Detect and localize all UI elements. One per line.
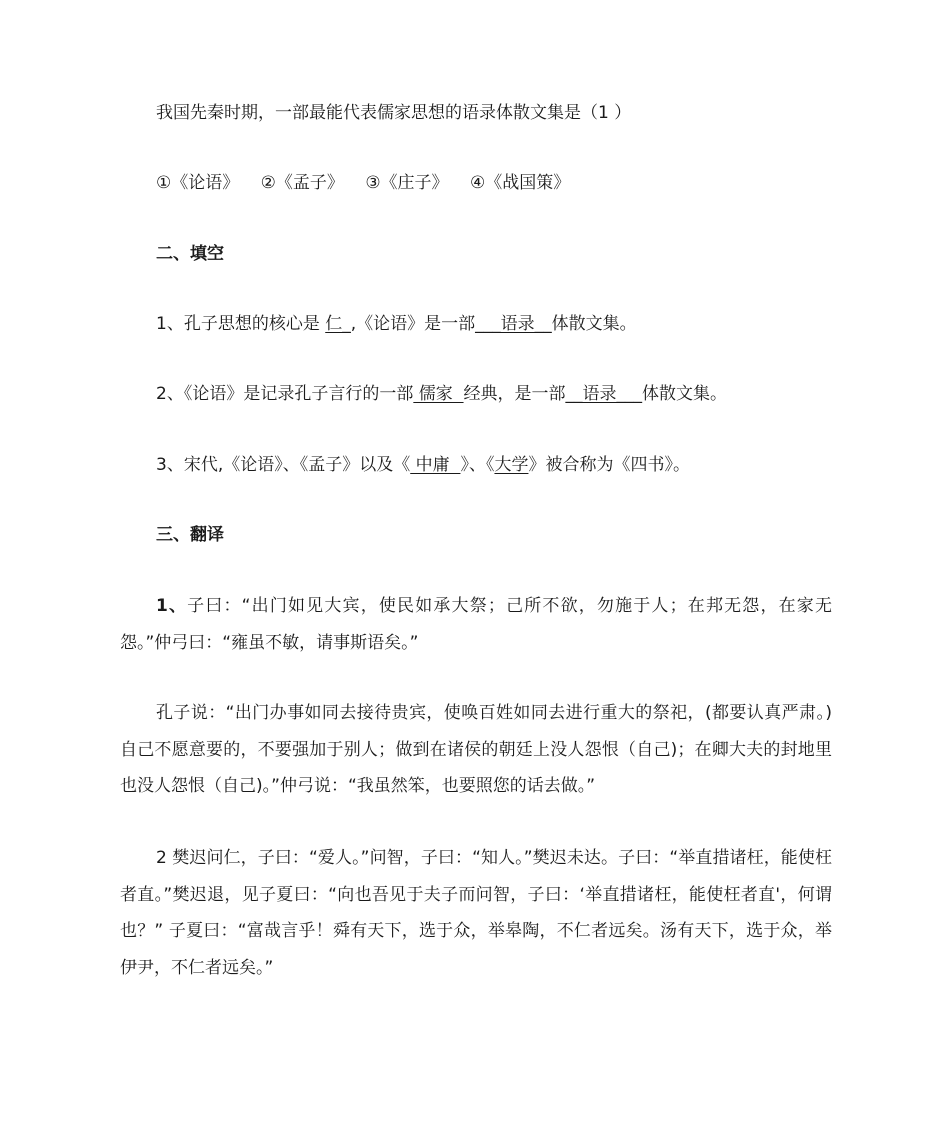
option-1: ①《论语》 — [156, 173, 240, 193]
section2-heading: 二、填空 — [156, 244, 224, 264]
fill-blank: __语录___ — [565, 384, 643, 404]
translation-source-2: 2 樊迟问仁，子曰：“爱人。”问智，子曰：“知人。”樊迟未达。子曰：“举直措诸枉，能使枉者直。”樊迟退，见子夏曰：“向也吾见于夫子而问智，子曰：‘举直措诸枉，能使枉者直'，何谓也？” 子夏曰：“富哉言乎！舜有天下，选于众，举皋陶，不仁者远矣。汤有天下，选于众，举伊尹，不仁者远矣。” — [120, 848, 832, 978]
translation-source-1: 1、子曰：“出门如见大宾，使民如承大祭；己所不欲，勿施于人；在邦无怨，在家无怨。”仲弓曰：“雍虽不敏，请事斯语矣。” — [120, 596, 832, 653]
fill-blank: ___语录__ — [475, 314, 552, 334]
fill-item-1: 1、孔子思想的核心是 仁_,《论语》是一部___语录__体散文集。 — [156, 314, 637, 334]
fill-blank: 儒家 — [413, 384, 464, 404]
section3-heading: 三、翻译 — [156, 525, 224, 545]
item-number: 1、 — [156, 596, 188, 616]
question-options — [120, 165, 840, 201]
option-3: ③《庄子》 — [365, 173, 449, 193]
question-prompt: 我国先秦时期，一部最能代表儒家思想的语录体散文集是（1 ） — [156, 103, 632, 123]
fill-blank: 中庸 — [410, 455, 461, 475]
fill-item-3: 3、宋代,《论语》、《孟子》以及《 中庸 》、《大学》被合称为《四书》。 — [156, 455, 690, 475]
option-4: ④《战国策》 — [469, 173, 571, 193]
translation-text-1: 孔子说：“出门办事如同去接待贵宾，使唤百姓如同去进行重大的祭祀，(都要认真严肃。)自己不愿意要的，不要强加于别人；做到在诸侯的朝廷上没人怨恨（自己)；在卿大夫的封地里也没人怨恨（自己)。”仲弓说：“我虽然笨，也要照您的话去做。” — [120, 703, 832, 796]
fill-blank: 仁_ — [325, 314, 351, 334]
fill-item-2: 2、《论语》是记录孔子言行的一部 儒家 经典，是一部__语录___体散文集。 — [156, 384, 728, 404]
option-2: ②《孟子》 — [260, 173, 344, 193]
fill-blank: 大学 — [494, 455, 529, 475]
